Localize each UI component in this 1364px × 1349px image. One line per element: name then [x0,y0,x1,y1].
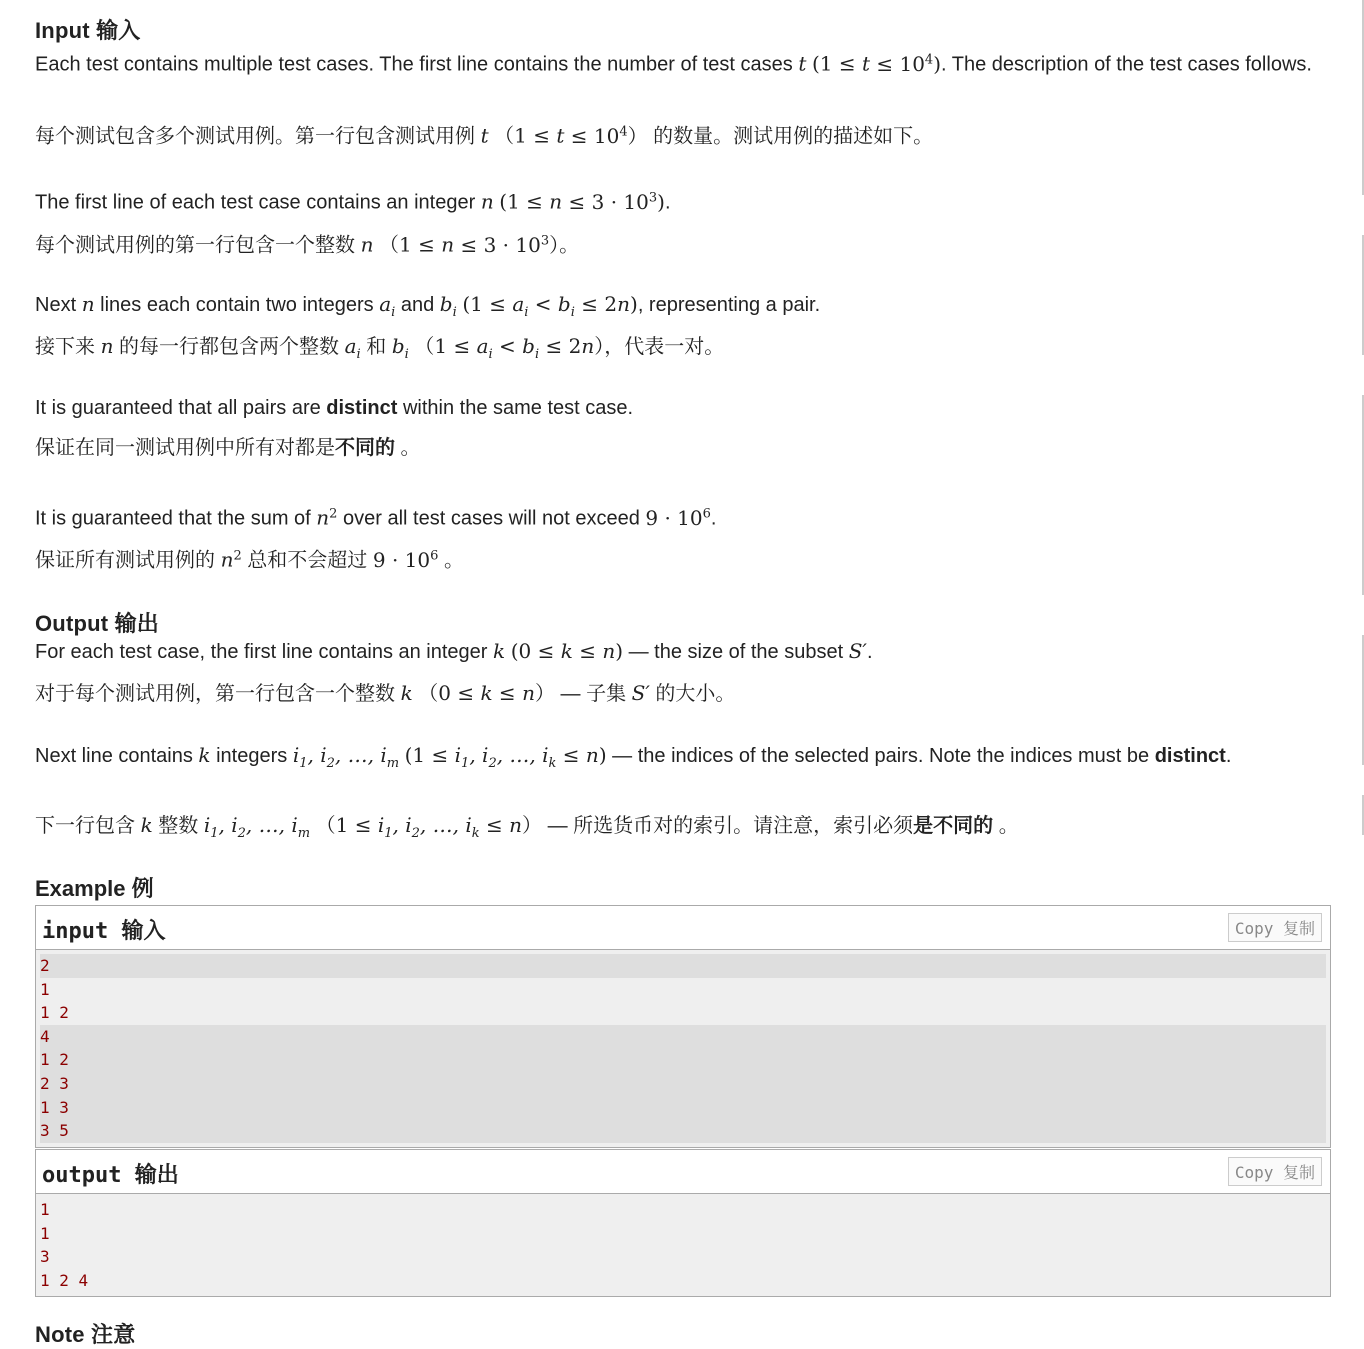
input-paragraph-3-en: Next n lines each contain two integers $a_i$ and $b_i$ $(1 \le a_i < b_i \le 2n)$, representing a pair. [35,292,821,320]
example-output-content [36,1194,1330,1296]
input-paragraph-5-en: It is guaranteed that the sum of $n^2$ over all test cases will not exceed $9 \cdot 10^6$. [35,505,717,530]
input-paragraph-2-zh: 每个测试用例的第一行包含一个整数 n $(1 \le n \le 3 \cdot 10^3)$。 [35,232,580,257]
input-paragraph-2-en: The first line of each test case contains an integer n $(1 \le n \le 3 \cdot 10^3)$. [35,189,671,214]
input-line: 4 [40,1025,1326,1049]
output-paragraph-1-en: For each test case, the first line contains an integer k (0 ≤ k ≤ n) — the size of the subset S′. [35,639,873,663]
output-paragraph-2-zh: 下一行包含 k 整数 $i_1$, $i_2$, …, $i_m$ （$1 \le i_1$, $i_2$, …, $i_k \le n$） — 所选货币对的索引。请注意，索引必须是不同的 。 [35,813,1019,841]
example-title: Example 例 [35,876,154,901]
copy-input-button[interactable]: Copy 复制 [1228,913,1322,942]
input-line: 3 5 [40,1119,1326,1143]
example-output-label: output 输出 [42,1163,179,1188]
example-input-content [36,950,1330,1147]
output-line: 3 [40,1247,50,1267]
output-paragraph-1-zh: 对于每个测试用例，第一行包含一个整数 k （0 ≤ k ≤ n） — 子集 S′ 的大小。 [35,681,736,705]
output-paragraph-2-en: Next line contains k integers $i_1$, $i_2$, …, $i_m$ ($1 \le i_1$, $i_2$, …, $i_k \le n$) — the indices of the selected pairs. Note the indices must be distinct. [35,743,1232,771]
input-paragraph-1-en: Each test contains multiple test cases. The first line contains the number of test cases t $(1 \le t \le 10^4)$. The description of the test cases follows. [35,51,1312,76]
input-paragraph-5-zh: 保证所有测试用例的 $n^2$ 总和不会超过 $9 \cdot 10^6$ 。 [35,547,464,572]
input-paragraph-4-zh: 保证在同一测试用例中所有对都是不同的 。 [35,437,421,459]
note-section-title: Note 注意 [35,1322,136,1347]
output-line: 1 [40,1200,50,1219]
input-line: 2 [40,954,1326,978]
input-paragraph-3-zh: 接下来 n 的每一行都包含两个整数 $a_i$ 和 $b_i$ $(1 \le a_i < b_i \le 2n)$，代表一对。 [35,334,725,362]
output-section-title: Output 输出 [35,611,159,636]
input-line: 1 2 [40,1048,1326,1072]
input-paragraph-4-en: It is guaranteed that all pairs are distinct within the same test case. [35,397,634,419]
example-output-header [36,1150,1330,1194]
input-paragraph-1-zh: 每个测试包含多个测试用例。第一行包含测试用例 t $(1 \le t \le 10^4)$ 的数量。测试用例的描述如下。 [35,123,934,148]
input-line: 1 [40,979,50,999]
example-input-header [36,906,1330,950]
example-input-box [35,905,1331,1148]
copy-output-button[interactable]: Copy 复制 [1228,1157,1322,1186]
input-line: 1 2 [40,1003,69,1023]
input-line: 1 3 [40,1096,1326,1120]
input-section-title: Input 输入 [35,18,141,43]
output-line: 1 [40,1223,50,1243]
example-input-label: input 输入 [42,919,166,944]
example-output-box [35,1149,1331,1297]
input-line: 2 3 [40,1072,1326,1096]
output-line: 1 2 4 [40,1270,89,1290]
